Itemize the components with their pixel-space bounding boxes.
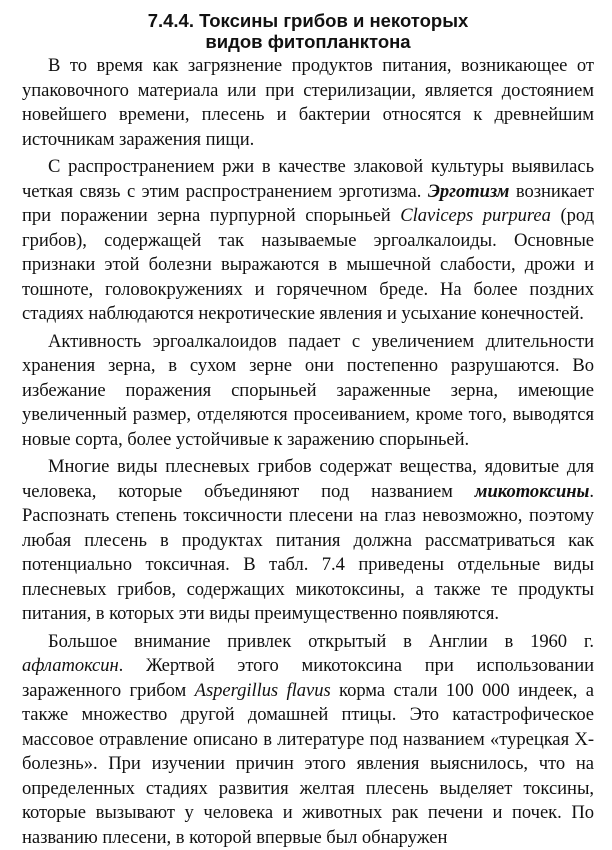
paragraph-2-text-c: (род грибов), содержащей так называемые эргоалкалоиды. Основные признаки этой болезни выражаются в мышечной слабости, дрожи и тошноте, головокружениях и горячечном бреде. На более поздних стадиях наблюдаются некротические явления и усыхание конечностей. xyxy=(22,205,594,324)
term-ergotism: Эрготизм xyxy=(428,181,510,202)
paragraph-4 xyxy=(22,455,594,627)
section-heading xyxy=(22,10,594,52)
term-aflatoxin: афлатоксин xyxy=(22,655,119,676)
paragraph-1: В то время как загрязнение продуктов питания, возникающее от упаковочного материала или при стерилизации, является достоянием новейшего времени, плесень и бактерии относятся к древнейшим источникам заражения пищи. xyxy=(22,54,594,152)
paragraph-2-text-a: С распространением ржи в качестве злаковой культуры выявилась четкая связь с этим распространением эрготизма. xyxy=(22,156,594,202)
paragraph-3: Активность эргоалкалоидов падает с увеличением длительности хранения зерна, в сухом зерне они постепенно разрушаются. Во избежание поражения спорыньей зараженные зерна, имеющие увеличенный размер, отделяются просеиванием, кроме того, выводятся новые сорта, более устойчивые к заражению спорыньей. xyxy=(22,330,594,453)
latin-claviceps-purpurea: Claviceps purpurea xyxy=(400,205,551,226)
latin-aspergillus-flavus: Aspergillus flavus xyxy=(195,680,331,701)
paragraph-5 xyxy=(22,630,594,850)
paragraph-5-text-a: Большое внимание привлек открытый в Англии в 1960 г. xyxy=(48,631,594,652)
paragraph-5-text-b: . Жертвой этого микотоксина при использовании зараженного грибом xyxy=(22,655,594,701)
paragraph-4-text-b: . Распознать степень токсичности плесени на глаз невозможно, поэтому любая плесень в продуктах питания должна рассматриваться как потенциально токсичная. В табл. 7.4 приведены отдельные виды плесневых грибов, содержащих микотоксины, а также те продукты питания, в которых эти виды преимущественно появляются. xyxy=(22,481,594,625)
term-mycotoxins: микотоксины xyxy=(475,481,590,502)
section-heading-line-1: 7.4.4. Токсины грибов и некоторых xyxy=(22,10,594,31)
paragraph-2 xyxy=(22,155,594,327)
paragraph-2-text-b: возникает при поражении зерна пурпурной спорыньей xyxy=(22,181,594,227)
paragraph-4-text-a: Многие виды плесневых грибов содержат вещества, ядовитые для человека, которые объединяют под названием xyxy=(22,456,594,502)
paragraph-5-text-c: корма стали 100 000 индеек, а также множество другой домашней птицы. Это катастрофическое массовое отравление описано в литературе под названием «турецкая Х-болезнь». При изучении причин этого явления выяснилось, что на определенных стадиях развития желтая плесень выделяет токсины, которые вызывают у человека и животных рак печени и почек. По названию плесени, в которой впервые был обнаружен xyxy=(22,680,594,848)
section-heading-line-2: видов фитопланктона xyxy=(22,31,594,52)
